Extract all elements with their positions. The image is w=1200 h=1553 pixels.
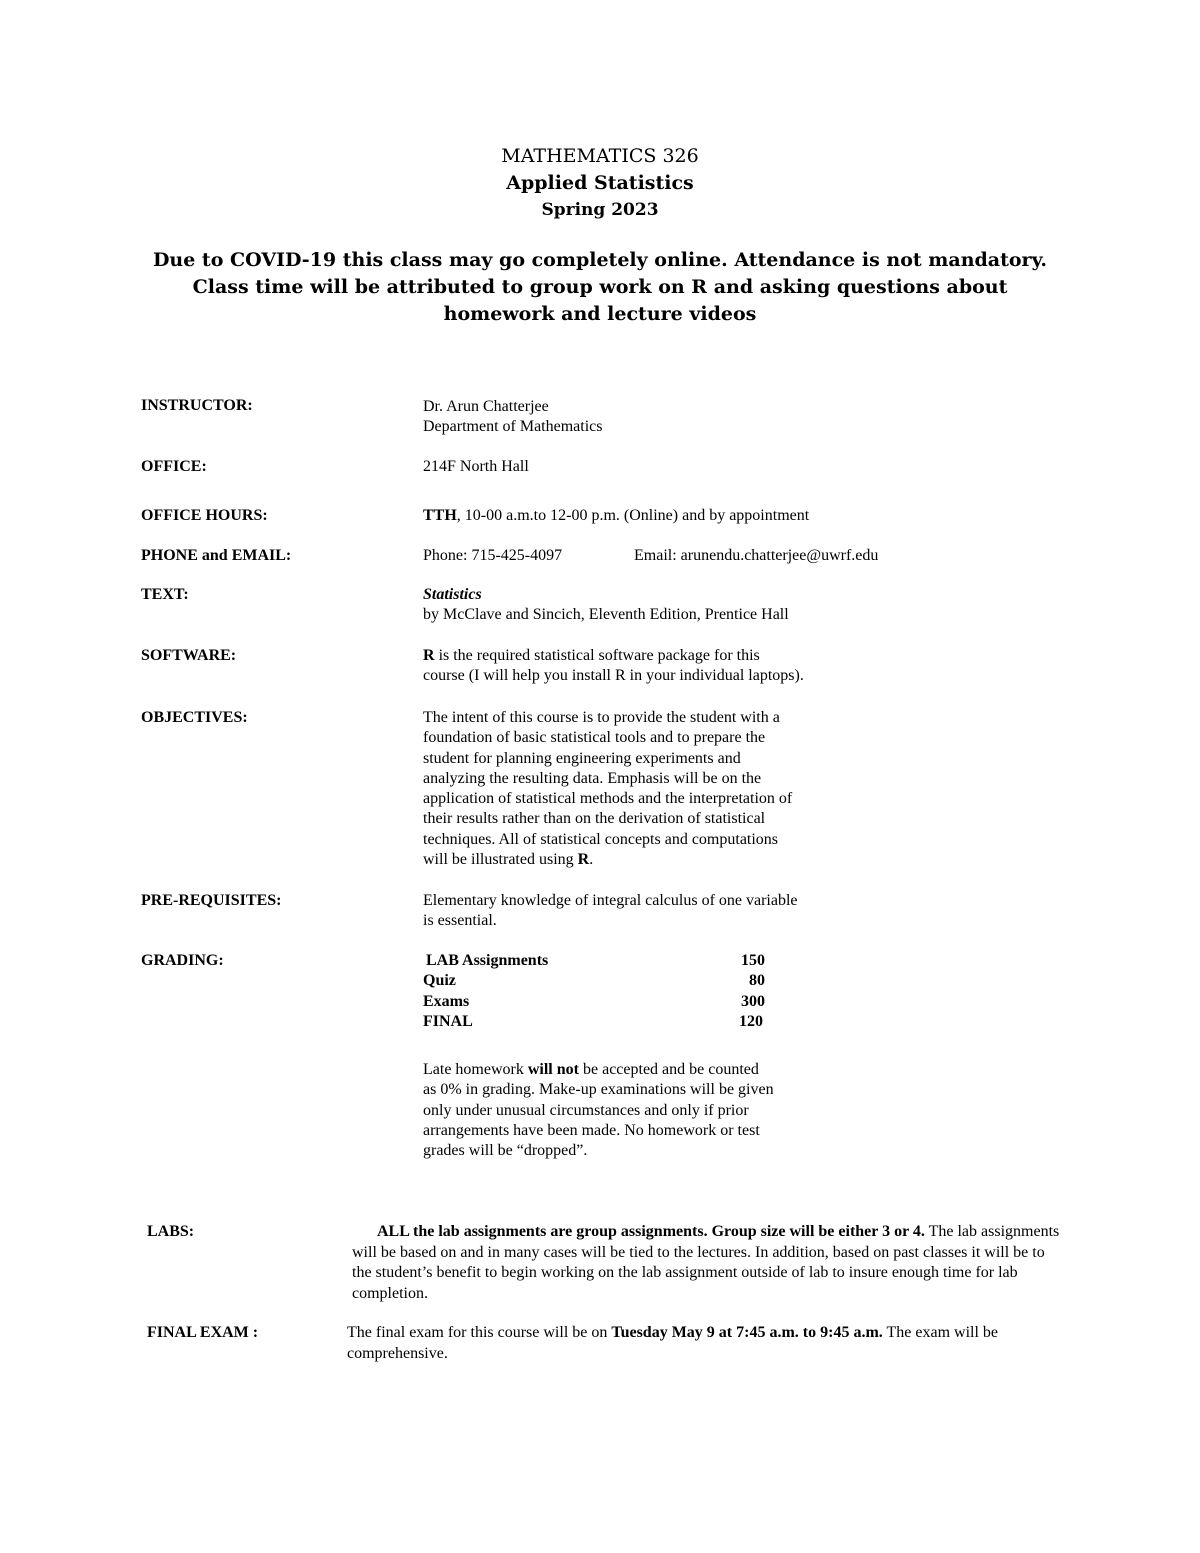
grading-item-name: Exams	[423, 992, 470, 1010]
instructor-label: INSTRUCTOR:	[141, 397, 253, 414]
objectives-last-r: R	[577, 851, 590, 869]
policy-line: grades will be “dropped”.	[423, 1142, 588, 1160]
grading-label: GRADING:	[141, 952, 224, 969]
phone-number: Phone: 715-425-4097	[423, 547, 563, 564]
grading-item-points: 120	[739, 1012, 763, 1030]
software-line2: course (I will help you install R in your individual laptops).	[423, 667, 804, 685]
policy-pre: Late homework	[423, 1061, 528, 1078]
objectives-line: techniques. All of statistical concepts and computations	[423, 830, 779, 848]
objectives-line: student for planning engineering experiments and	[423, 749, 741, 767]
objectives-line: The intent of this course is to provide the student with a	[423, 709, 780, 726]
labs-label: LABS:	[147, 1223, 195, 1240]
software-value	[423, 646, 804, 687]
grading-row	[423, 951, 783, 971]
course-title: MATHEMATICS 326	[501, 145, 699, 167]
final-exam-pre: The final exam for this course will be on	[347, 1324, 612, 1341]
software-line1: is the required statistical software package for this	[434, 647, 760, 664]
final-exam-value	[347, 1323, 1062, 1364]
labs-text: The lab assignments will be based on and in many cases will be tied to the lectures. In addition, based on past classes it will be to the student’s benefit to begin working on the lab assignment outside of lab to insure enough time for lab completion.	[352, 1223, 1060, 1302]
prerequisites-value	[423, 891, 798, 932]
policy-bold: will not	[527, 1061, 579, 1078]
course-subtitle: Applied Statistics	[506, 172, 694, 194]
objectives-last-pre: will be illustrated using	[423, 851, 578, 869]
course-term: Spring 2023	[541, 200, 659, 220]
prerequisites-label: PRE-REQUISITES:	[141, 892, 282, 909]
final-exam-label: FINAL EXAM :	[147, 1324, 259, 1341]
objectives-last-post: .	[589, 851, 594, 869]
objectives-line: analyzing the resulting data. Emphasis will be on the	[423, 769, 762, 787]
final-exam-post: The exam will be comprehensive.	[347, 1324, 999, 1362]
instructor-name: Dr. Arun Chatterjee	[423, 398, 549, 415]
grading-row	[423, 1012, 783, 1032]
labs-value	[352, 1222, 1064, 1304]
software-r: R	[423, 647, 435, 664]
policy-line: arrangements have been made. No homework or test	[423, 1121, 760, 1139]
labs-bold: ALL the lab assignments are group assignments. Group size will be either 3 or 4.	[377, 1223, 925, 1240]
office-hours-time: , 10-00 a.m.to 12-00 p.m. (Online) and by appointment	[456, 507, 810, 524]
office-value	[423, 457, 529, 477]
objectives-line: application of statistical methods and the interpretation of	[423, 790, 793, 808]
grading-row	[423, 971, 783, 991]
grading-item-points: 300	[741, 992, 765, 1010]
grading-item-name: FINAL	[423, 1012, 473, 1030]
covid-notice: Due to COVID-19 this class may go completely online. Attendance is not mandatory. Class time will be attributed to group work on R and asking questions about homework and lecture videos	[152, 249, 1048, 325]
final-exam-date: Tuesday May 9 at 7:45 a.m. to 9:45 a.m.	[611, 1324, 883, 1341]
policy-line: only under unusual circumstances and only if prior	[423, 1101, 749, 1119]
office-label: OFFICE:	[141, 458, 207, 475]
objectives-line: foundation of basic statistical tools and to prepare the	[423, 729, 766, 747]
text-value	[423, 585, 789, 626]
grading-row	[423, 992, 783, 1012]
grading-policy	[423, 1060, 774, 1161]
instructor-value	[423, 397, 603, 438]
office-hours-days: TTH	[423, 507, 457, 524]
contact-value	[423, 546, 562, 566]
objectives-label: OBJECTIVES:	[141, 709, 248, 726]
office-hours-label: OFFICE HOURS:	[141, 507, 268, 524]
grading-item-points: 80	[749, 972, 765, 990]
prerequisites-line1: Elementary knowledge of integral calculus of one variable	[423, 892, 798, 909]
policy-post: be accepted and be counted	[578, 1061, 759, 1078]
textbook-title: Statistics	[423, 586, 482, 603]
contact-label: PHONE and EMAIL:	[141, 547, 292, 564]
grading-item-name: LAB Assignments	[426, 952, 549, 969]
grading-item-name: Quiz	[423, 972, 456, 990]
grading-table	[423, 951, 783, 1032]
email-value	[634, 546, 878, 566]
email-address: Email: arunendu.chatterjee@uwrf.edu	[634, 547, 879, 564]
software-label: SOFTWARE:	[141, 647, 237, 664]
instructor-dept: Department of Mathematics	[423, 418, 603, 436]
objectives-value	[423, 708, 792, 870]
office-hours-value	[423, 506, 809, 526]
grading-item-points: 150	[741, 952, 765, 969]
policy-line: as 0% in grading. Make-up examinations will be given	[423, 1081, 774, 1099]
objectives-line: their results rather than on the derivation of statistical	[423, 810, 766, 828]
prerequisites-line2: is essential.	[423, 912, 497, 930]
textbook-detail: by McClave and Sincich, Eleventh Edition, Prentice Hall	[423, 606, 789, 624]
text-label: TEXT:	[141, 586, 189, 603]
office-location: 214F North Hall	[423, 458, 529, 475]
